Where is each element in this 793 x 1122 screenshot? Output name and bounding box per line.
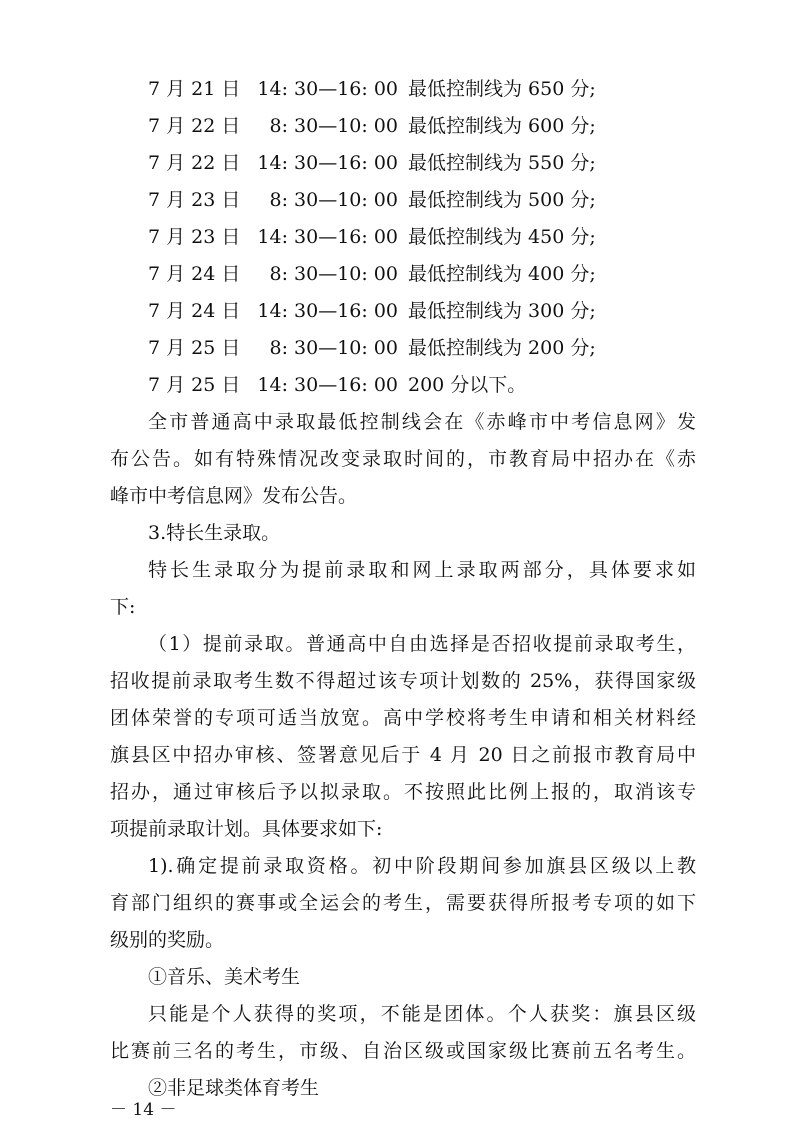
- page-number: － 14 －: [110, 1100, 177, 1120]
- schedule-row: [148, 115, 596, 137]
- schedule-text: 最低控制线为 200 分;: [408, 337, 596, 359]
- schedule-text: 最低控制线为 450 分;: [408, 226, 596, 248]
- paragraph-line: 级别的奖励。: [110, 929, 225, 951]
- schedule-date: 7 月 23 日: [148, 226, 241, 248]
- schedule-time: 8: 30—10: 00: [269, 337, 398, 359]
- schedule-time: 8: 30—10: 00: [269, 189, 398, 211]
- schedule-text: 最低控制线为 650 分;: [408, 78, 596, 100]
- paragraph-line: 下:: [110, 596, 136, 618]
- schedule-time: 8: 30—10: 00: [269, 263, 398, 285]
- schedule-row: [148, 152, 596, 174]
- schedule-time: 14: 30—16: 00: [257, 78, 398, 100]
- schedule-date: 7 月 25 日: [148, 374, 241, 396]
- section-heading: 3.特长生录取。: [148, 522, 281, 544]
- paragraph-line: 比赛前三名的考生，市级、自治区级或国家级比赛前五名考生。: [110, 1040, 696, 1062]
- schedule-time: 14: 30—16: 00: [257, 374, 398, 396]
- schedule-row: [148, 374, 526, 396]
- paragraph-line: 峰市中考信息网》发布公告。: [110, 485, 358, 507]
- paragraph-line: （1）提前录取。普通高中自由选择是否招收提前录取考生，: [148, 633, 696, 655]
- schedule-text: 最低控制线为 300 分;: [408, 300, 596, 322]
- schedule-time: 14: 30—16: 00: [257, 300, 398, 322]
- schedule-date: 7 月 24 日: [148, 263, 241, 285]
- schedule-row: [148, 337, 596, 359]
- schedule-time: 8: 30—10: 00: [269, 115, 398, 137]
- schedule-time: 14: 30—16: 00: [257, 226, 398, 248]
- schedule-row: [148, 189, 596, 211]
- paragraph-line: 只能是个人获得的奖项，不能是团体。个人获奖：旗县区级: [148, 1003, 696, 1025]
- schedule-text: 200 分以下。: [408, 374, 527, 396]
- paragraph-line: 招收提前录取考生数不得超过该专项计划数的 25%，获得国家级: [110, 670, 696, 692]
- schedule-date: 7 月 23 日: [148, 189, 241, 211]
- paragraph-line: 旗县区中招办审核、签署意见后于 4 月 20 日之前报市教育局中: [110, 744, 696, 766]
- schedule-text: 最低控制线为 550 分;: [408, 152, 596, 174]
- paragraph-line: 1).确定提前录取资格。初中阶段期间参加旗县区级以上教: [148, 855, 696, 877]
- schedule-text: 最低控制线为 600 分;: [408, 115, 596, 137]
- schedule-time: 14: 30—16: 00: [257, 152, 398, 174]
- schedule-date: 7 月 25 日: [148, 337, 241, 359]
- sub-heading: ①音乐、美术考生: [148, 966, 301, 988]
- paragraph-line: 布公告。如有特殊情况改变录取时间的，市教育局中招办在《赤: [110, 448, 696, 470]
- paragraph-line: 招办，通过审核后予以拟录取。不按照此比例上报的，取消该专: [110, 781, 696, 803]
- paragraph-line: 特长生录取分为提前录取和网上录取两部分，具体要求如: [148, 559, 696, 581]
- schedule-date: 7 月 22 日: [148, 115, 241, 137]
- schedule-date: 7 月 24 日: [148, 300, 241, 322]
- paragraph-line: 项提前录取计划。具体要求如下:: [110, 818, 383, 840]
- schedule-row: [148, 300, 596, 322]
- schedule-text: 最低控制线为 400 分;: [408, 263, 596, 285]
- schedule-text: 最低控制线为 500 分;: [408, 189, 596, 211]
- paragraph-line: 全市普通高中录取最低控制线会在《赤峰市中考信息网》发: [148, 411, 696, 433]
- schedule-date: 7 月 22 日: [148, 152, 241, 174]
- schedule-row: [148, 78, 596, 100]
- sub-heading: ②非足球类体育考生: [148, 1077, 320, 1099]
- paragraph-line: 育部门组织的赛事或全运会的考生，需要获得所报考专项的如下: [110, 892, 696, 914]
- paragraph-line: 团体荣誉的专项可适当放宽。高中学校将考生申请和相关材料经: [110, 707, 696, 729]
- schedule-row: [148, 226, 596, 248]
- schedule-row: [148, 263, 596, 285]
- schedule-date: 7 月 21 日: [148, 78, 241, 100]
